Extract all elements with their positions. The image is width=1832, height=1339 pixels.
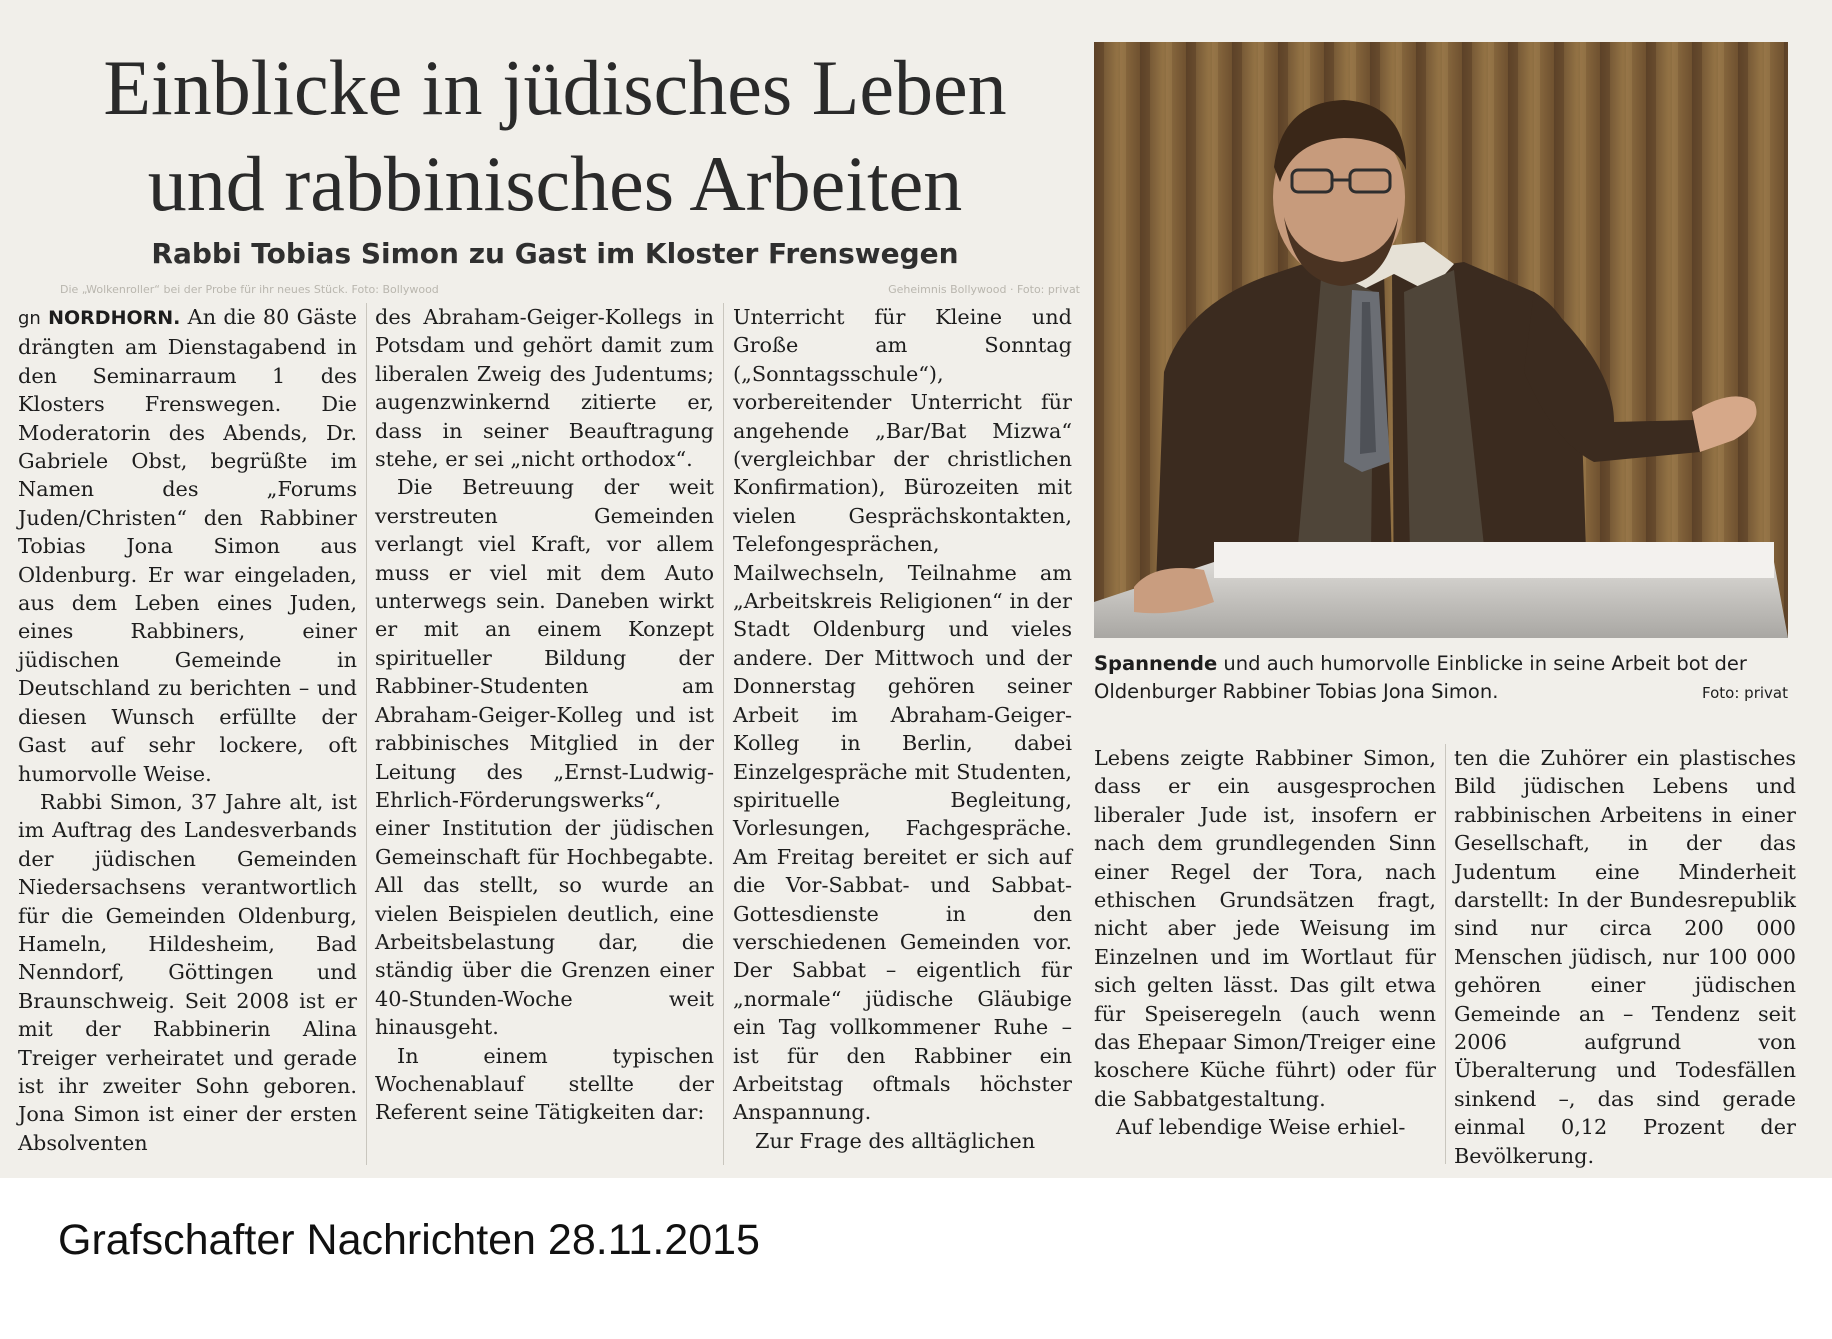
article-column-4 bbox=[1094, 744, 1436, 1142]
column-divider bbox=[723, 303, 724, 1165]
source-line: Grafschafter Nachrichten 28.11.2015 bbox=[58, 1216, 760, 1264]
column-divider bbox=[366, 303, 367, 1165]
article-paragraph bbox=[18, 303, 357, 788]
article-paragraph: des Abraham-Geiger-Kollegs in Potsdam und gehört damit zum liberalen Zweig des Judentums; augenzwinkernd zitierte er, dass in seiner Beauftragung stehe, er sei „nicht orthodox“. bbox=[375, 305, 714, 472]
article-paragraph: Unterricht für Kleine und Große am Sonntag („Sonntagsschule“), vorbereitender Unterricht für angehende „Bar/Bat Mizwa“ (vergleichbar der christlichen Konfirmation), Bürozeiten mit vielen Gesprächskontakten, Telefongesprächen, Mailwechseln, Teilnahme am „Arbeitskreis Religionen“ in der Stadt Oldenburg und vieles andere. Der Mittwoch und der Donnerstag gehören seiner Arbeit im Abraham-Geiger-Kolleg in Berlin, dabei Einzelgespräche mit Studenten, spirituelle Begleitung, Vorlesungen, Fachgespräche. Am Freitag bereitet er sich auf die Vor-Sabbat- und Sabbat-Gottesdienste in den verschiedenen Gemeinden vor. Der Sabbat – eigentlich für „normale“ jüdische Gläubige ein Tag vollkommener Ruhe – ist für den Rabbiner ein Arbeitstag oftmals höchster Anspannung. bbox=[733, 305, 1072, 1125]
article-paragraph: Lebens zeigte Rabbiner Simon, dass er ein ausgesprochen liberaler Jude ist, insofern er nach dem grundlegenden Sinn einer Regel der Tora, nach ethischen Grundsätzen fragt, nicht aber jede Weisung im Einzelnen und im Wortlaut für sich gelten lässt. Das gilt etwa für Speiseregeln (auch wenn das Ehepaar Simon/Treiger eine koschere Küche führt) oder für die Sabbatgestaltung. bbox=[1094, 746, 1436, 1111]
dateline: NORDHORN. bbox=[48, 307, 181, 329]
article-subheadline: Rabbi Tobias Simon zu Gast im Kloster Frenswegen bbox=[151, 237, 959, 270]
bleed-through-text-right: Geheimnis Bollywood · Foto: privat bbox=[888, 283, 1080, 296]
article-paragraph: Zur Frage des alltäglichen bbox=[755, 1128, 1036, 1153]
photo-credit: Foto: privat bbox=[1702, 684, 1788, 702]
photo-caption bbox=[1094, 650, 1788, 708]
article-column-2 bbox=[375, 303, 714, 1127]
article-paragraph: Die Betreuung der weit verstreuten Gemeinden verlangt viel Kraft, vor allem muss er viel mit dem Auto unterwegs sein. Daneben wirkt er mit an einem Konzept spiritueller Bildung der Rabbiner-Studenten am Abraham-Geiger-Kolleg und ist rabbinisches Mitglied in der Leitung des „Ernst-Ludwig-Ehrlich-Förderungswerks“, einer Institution der jüdischen Gemeinschaft für Hochbegabte. All das stellt, so wurde an vielen Beispielen deutlich, eine Arbeitsbelastung dar, die ständig über die Grenzen einer 40-Stunden-Woche weit hinausgeht. bbox=[375, 475, 714, 1040]
caption-text: und auch humorvolle Einblicke in seine Arbeit bot der Oldenburger Rabbiner Tobias Jona Simon. bbox=[1094, 652, 1747, 703]
bleed-through-text-left: Die „Wolkenroller“ bei der Probe für ihr neues Stück. Foto: Bollywood bbox=[60, 283, 439, 296]
article-paragraph: Auf lebendige Weise erhiel- bbox=[1116, 1115, 1406, 1140]
article-column-3 bbox=[733, 303, 1072, 1155]
author-initials: gn bbox=[18, 308, 41, 329]
article-column-5 bbox=[1454, 744, 1796, 1170]
article-paragraph: In einem typischen Wochenablauf stellte der Referent seine Tätigkeiten dar: bbox=[375, 1043, 714, 1125]
article-paragraph: ten die Zuhörer ein plastisches Bild jüdischen Lebens und rabbinischen Arbeitens in einer Gesellschaft, in der das Judentum eine Minderheit darstellt: In der Bundesrepublik sind nur circa 200 000 Menschen jüdisch, nur 100 000 gehören einer jüdischen Gemeinde an – Tendenz seit 2006 aufgrund von Überalterung und Todesfällen sinkend –, das sind gerade einmal 0,12 Prozent der Bevölkerung. bbox=[1454, 746, 1796, 1168]
article-column-1 bbox=[18, 303, 357, 1157]
article-paragraph: Rabbi Simon, 37 Jahre alt, ist im Auftrag des Landesverbands der jüdischen Gemeinden Niedersachsens verantwortlich für die Gemeinden Oldenburg, Hameln, Hildesheim, Bad Nenndorf, Göttingen und Braunschweig. Seit 2008 ist er mit der Rabbinerin Alina Treiger verheiratet und gerade ist ihr zweiter Sohn geboren. Jona Simon ist einer der ersten Absolventen bbox=[18, 789, 357, 1155]
caption-lead: Spannende bbox=[1094, 652, 1218, 675]
column-divider bbox=[1445, 744, 1446, 1164]
paragraph-text: An die 80 Gäste drängten am Dienstagabend in den Seminarraum 1 des Klosters Frenswegen. Die Moderatorin des Abends, Dr. Gabriele Obst, begrüßte im Namen des „Forums Juden/Christen“ den Rabbiner Tobias Jona Simon aus Oldenburg. Er war eingeladen, aus dem Leben eines Juden, eines Rabbiners, einer jüdischen Gemeinde in Deutschland zu berichten – und diesen Wunsch erfüllte der Gast auf sehr lockere, oft humorvolle Weise. bbox=[18, 305, 357, 786]
rabbi-at-lectern-photo bbox=[1094, 42, 1788, 638]
article-headline: Einblicke in jüdisches Leben und rabbinisches Arbeiten bbox=[103, 44, 1007, 227]
article-photo bbox=[1094, 42, 1788, 638]
